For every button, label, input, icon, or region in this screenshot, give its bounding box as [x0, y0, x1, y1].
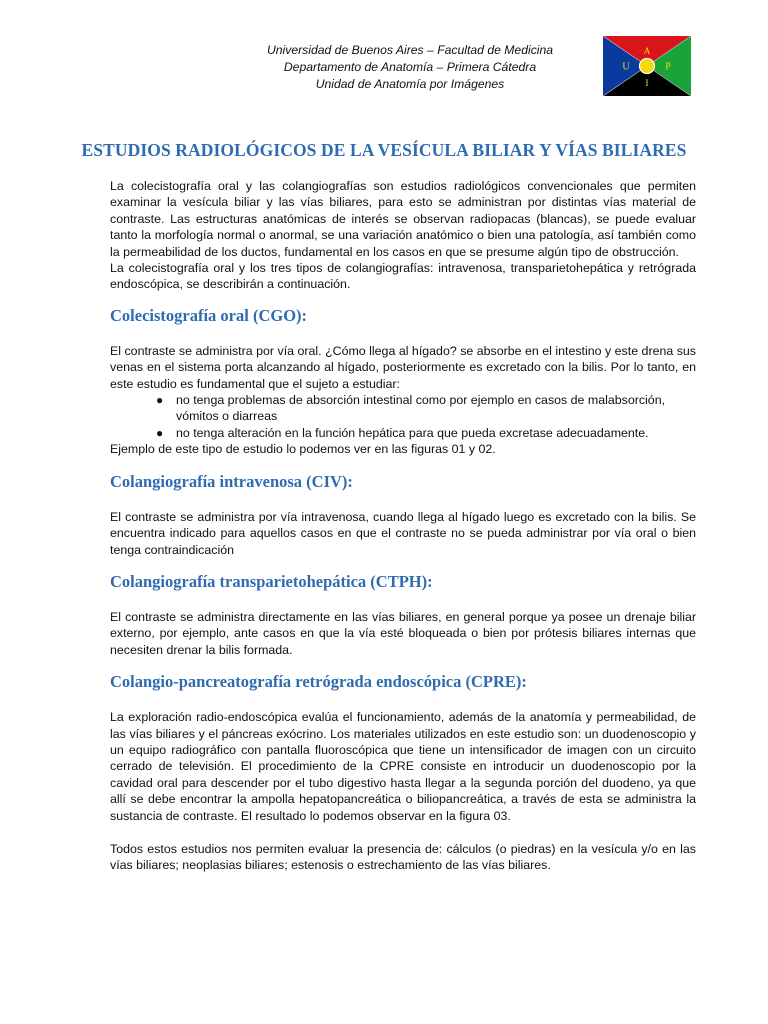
logo-letter-p: P	[665, 61, 671, 73]
closing-paragraph: Todos estos estudios nos permiten evaluar la presencia de: cálculos (o piedras) en la vesícula y/o en las vías biliares; neoplasias biliares; estenosis o estrechamiento de las vías biliares.	[110, 841, 696, 873]
cgo-paragraph: El contraste se administra por vía oral. ¿Cómo llega al hígado? se absorbe en el intestino y este drena sus venas en el sistema porta alcanzando al hígado, posteriormente es excretado con la bilis. Por lo tanto, en este estudio es fundamental que el sujeto a estudiar:	[110, 343, 696, 391]
civ-paragraph: El contraste se administra por vía intravenosa, cuando llega al hígado luego es excretado con la bilis. Se encuentra indicado para aquellos casos en que el contraste no se pueda administrar por vía oral o bien tenga contraindicación	[110, 509, 696, 557]
intro-paragraph-2: La colecistografía oral y los tres tipos de colangiografías: intravenosa, transparietohepática y retrógrada endoscópica, se describirán a continuación.	[110, 261, 696, 292]
uai-logo-graphic	[603, 36, 691, 96]
document-body	[110, 178, 696, 874]
cpre-paragraph: La exploración radio-endoscópica evalúa el funcionamiento, además de la anatomía y permeabilidad, de las vías biliares y el páncreas exócrino. Los materiales utilizados en este estudio son: un duodenoscopio y un equipo radiográfico con pantalla fluoroscópica que tiene un intensificador de imagen con un circuito cerrado de televisión. El procedimiento de la CPRE consiste en introducir un duodenoscopio por la cavidad oral para descender por el tubo digestivo hasta llegar a la segunda porción del duodeno, ya que allí se debe encontrar la ampolla hepatopancreática o biliopancreática, a través de esta se administra la sustancia de contraste. El resultado lo podemos observar en la figura 03.	[110, 710, 696, 823]
bullet-icon: ●	[156, 393, 164, 408]
heading-cpre: Colangio-pancreatografía retrógrada endoscópica (CPRE):	[110, 672, 527, 692]
header-unit: Unidad de Anatomía por Imágenes	[315, 77, 505, 91]
logo-letter-i: I	[645, 79, 649, 89]
cgo-bullet-2: no tenga alteración en la función hepática para que pueda excretase adecuadamente.	[176, 425, 649, 440]
logo-center-circle	[640, 59, 655, 74]
cgo-bullet-list	[110, 392, 696, 441]
document-header	[200, 42, 620, 93]
heading-civ: Colangiografía intravenosa (CIV):	[110, 471, 353, 491]
list-item	[156, 392, 696, 425]
logo-letter-a: A	[643, 47, 651, 57]
uai-logo	[603, 36, 691, 96]
header-department: Departamento de Anatomía – Primera Cátedra	[283, 60, 537, 74]
cgo-bullet-1: no tenga problemas de absorción intestinal como por ejemplo en casos de malabsorción, vómitos o diarreas	[176, 393, 666, 424]
cgo-closing: Ejemplo de este tipo de estudio lo podemos ver en las figuras 01 y 02.	[110, 442, 496, 457]
list-item	[156, 425, 696, 441]
bullet-icon: ●	[156, 425, 164, 440]
heading-cgo: Colecistografía oral (CGO):	[110, 305, 308, 325]
intro-paragraph-1: La colecistografía oral y las colangiografías son estudios radiológicos convencionales que permiten examinar la vesícula biliar y las vías biliares, para esto se administran por distintas vías material de contraste. Las estructuras anatómicas de interés se observan radiopacas (blancas), se puede evaluar tanto la morfología normal o anormal, se una variación anatómico o bien una patología, así también como la permeabilidad de los ductos, fundamental en los casos en que se presume algún tipo de obstrucción.	[110, 179, 696, 259]
document-title: ESTUDIOS RADIOLÓGICOS DE LA VESÍCULA BILIAR Y VÍAS BILIARES	[81, 140, 687, 160]
header-university: Universidad de Buenos Aires – Facultad de Medicina	[266, 43, 554, 57]
logo-letter-u: U	[622, 61, 630, 73]
heading-ctph: Colangiografía transparietohepática (CTPH):	[110, 571, 433, 591]
ctph-paragraph: El contraste se administra directamente en las vías biliares, en general porque ya posee un drenaje biliar externo, por ejemplo, ante casos en que la vía esté bloqueada o bien por prótesis biliares internas que necesiten drenar la bilis formada.	[110, 609, 696, 657]
